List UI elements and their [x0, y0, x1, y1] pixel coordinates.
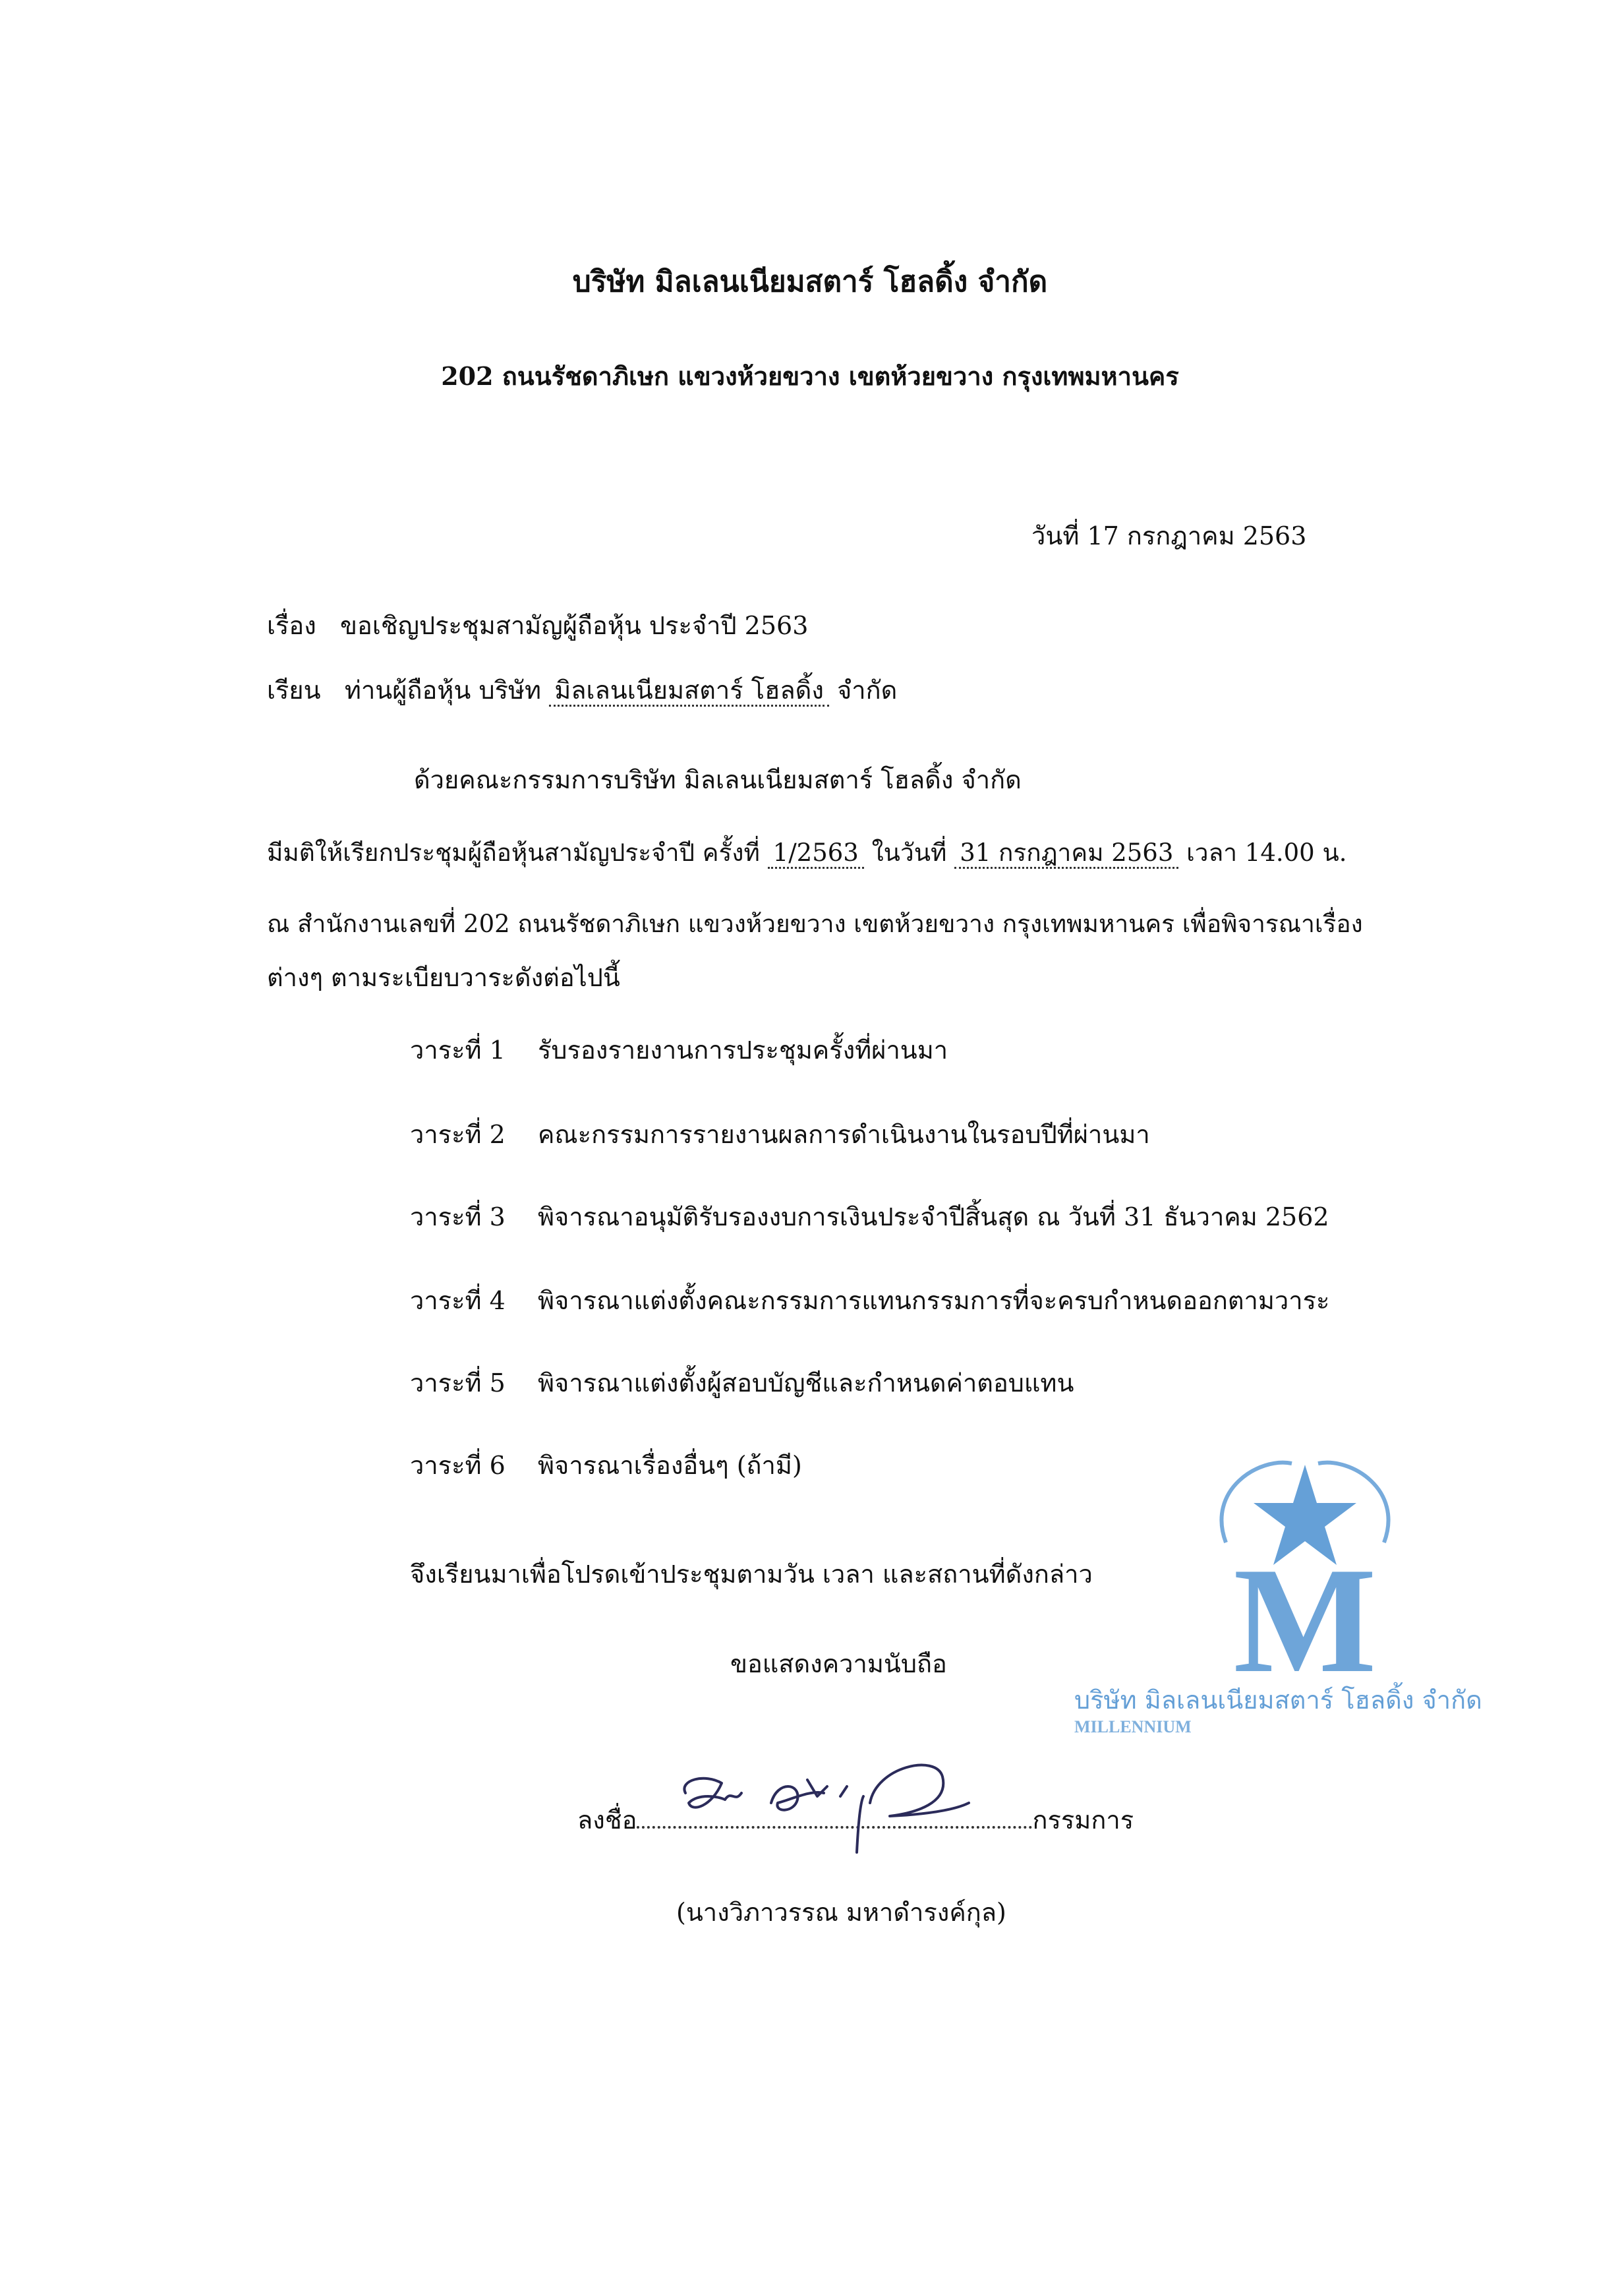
addressee-label: เรียน — [267, 676, 321, 705]
body-line-1: ด้วยคณะกรรมการบริษัท มิลเลนเนียมสตาร์ โฮลดิ้ง จำกัด — [414, 765, 1022, 794]
letter-date: วันที่ 17 กรกฎาคม 2563 — [1031, 521, 1307, 550]
signature-label: ลงชื่อ — [577, 1806, 637, 1835]
stamp-letter: M — [1233, 1536, 1377, 1704]
stamp-company-en: MILLENNIUM — [1074, 1717, 1192, 1736]
closing-invite: จึงเรียนมาเพื่อโปรดเข้าประชุมตามวัน เวลา และสถานที่ดังกล่าว — [410, 1560, 1093, 1589]
agenda-label: วาระที่ 3 — [410, 1202, 506, 1231]
subject-text: ขอเชิญประชุมสามัญผู้ถือหุ้น ประจำปี 2563 — [340, 611, 809, 640]
company-name: บริษัท มิลเลนเนียมสตาร์ โฮลดิ้ง จำกัด — [572, 265, 1048, 299]
closing-regards: ขอแสดงความนับถือ — [730, 1649, 947, 1678]
agenda-item — [410, 1280, 1329, 1320]
addressee-line — [267, 670, 897, 710]
addressee-suffix: จำกัด — [836, 676, 898, 705]
meeting-date: 31 กรกฎาคม 2563 — [954, 839, 1178, 869]
agenda-label: วาระที่ 4 — [410, 1286, 506, 1315]
agenda-item — [410, 1114, 1150, 1154]
agenda-text: พิจารณาแต่งตั้งผู้สอบบัญชีและกำหนดค่าตอบแทน — [538, 1369, 1074, 1398]
agenda-label: วาระที่ 5 — [410, 1369, 506, 1398]
subject-line — [267, 605, 808, 645]
agenda-text: พิจารณาแต่งตั้งคณะกรรมการแทนกรรมการที่จะครบกำหนดออกตามวาระ — [538, 1286, 1330, 1315]
signer-name: (นางวิภาวรรณ มหาดำรงค์กุล) — [676, 1898, 1006, 1927]
agenda-label: วาระที่ 6 — [410, 1451, 506, 1480]
body-line-4: ต่างๆ ตามระเบียบวาระดังต่อไปนี้ — [267, 963, 620, 992]
agenda-text: พิจารณาเรื่องอื่นๆ (ถ้ามี) — [538, 1451, 802, 1480]
agenda-text: คณะกรรมการรายงานผลการดำเนินงานในรอบปีที่ผ่านมา — [538, 1120, 1150, 1149]
agenda-text: รับรองรายงานการประชุมครั้งที่ผ่านมา — [538, 1036, 948, 1065]
body-line-2-suffix: เวลา 14.00 น. — [1186, 839, 1347, 867]
company-address: 202 ถนนรัชดาภิเษก แขวงห้วยขวาง เขตห้วยขวาง กรุงเทพมหานคร — [441, 361, 1179, 391]
signature-role: กรรมการ — [1032, 1806, 1134, 1835]
body-line-3: ณ สำนักงานเลขที่ 202 ถนนรัชดาภิเษก แขวงห้วยขวาง เขตห้วยขวาง กรุงเทพมหานคร เพื่อพิจารณาเรื่อง — [267, 910, 1363, 938]
subject-label: เรื่อง — [267, 611, 316, 640]
addressee-prefix: ท่านผู้ถือหุ้น บริษัท — [344, 676, 542, 705]
agenda-item — [410, 1363, 1074, 1403]
body-line-2-prefix: มีมติให้เรียกประชุมผู้ถือหุ้นสามัญประจำปี ครั้งที่ — [267, 839, 760, 867]
company-seal — [1074, 1450, 1536, 1740]
addressee-company: มิลเลนเนียมสตาร์ โฮลดิ้ง — [549, 676, 829, 707]
agenda-item — [410, 1445, 802, 1485]
agenda-item — [410, 1196, 1329, 1237]
agenda-label: วาระที่ 1 — [410, 1036, 506, 1065]
agenda-item — [410, 1030, 948, 1070]
meeting-number: 1/2563 — [768, 839, 864, 869]
agenda-label: วาระที่ 2 — [410, 1120, 506, 1149]
agenda-text: พิจารณาอนุมัติรับรองงบการเงินประจำปีสิ้นสุด ณ วันที่ 31 ธันวาคม 2562 — [538, 1202, 1329, 1231]
body-line-2 — [267, 833, 1347, 872]
handwritten-signature — [659, 1740, 1002, 1859]
stamp-company-th: บริษัท มิลเลนเนียมสตาร์ โฮลดิ้ง จำกัด — [1074, 1686, 1482, 1715]
body-line-2-mid: ในวันที่ — [871, 839, 947, 867]
